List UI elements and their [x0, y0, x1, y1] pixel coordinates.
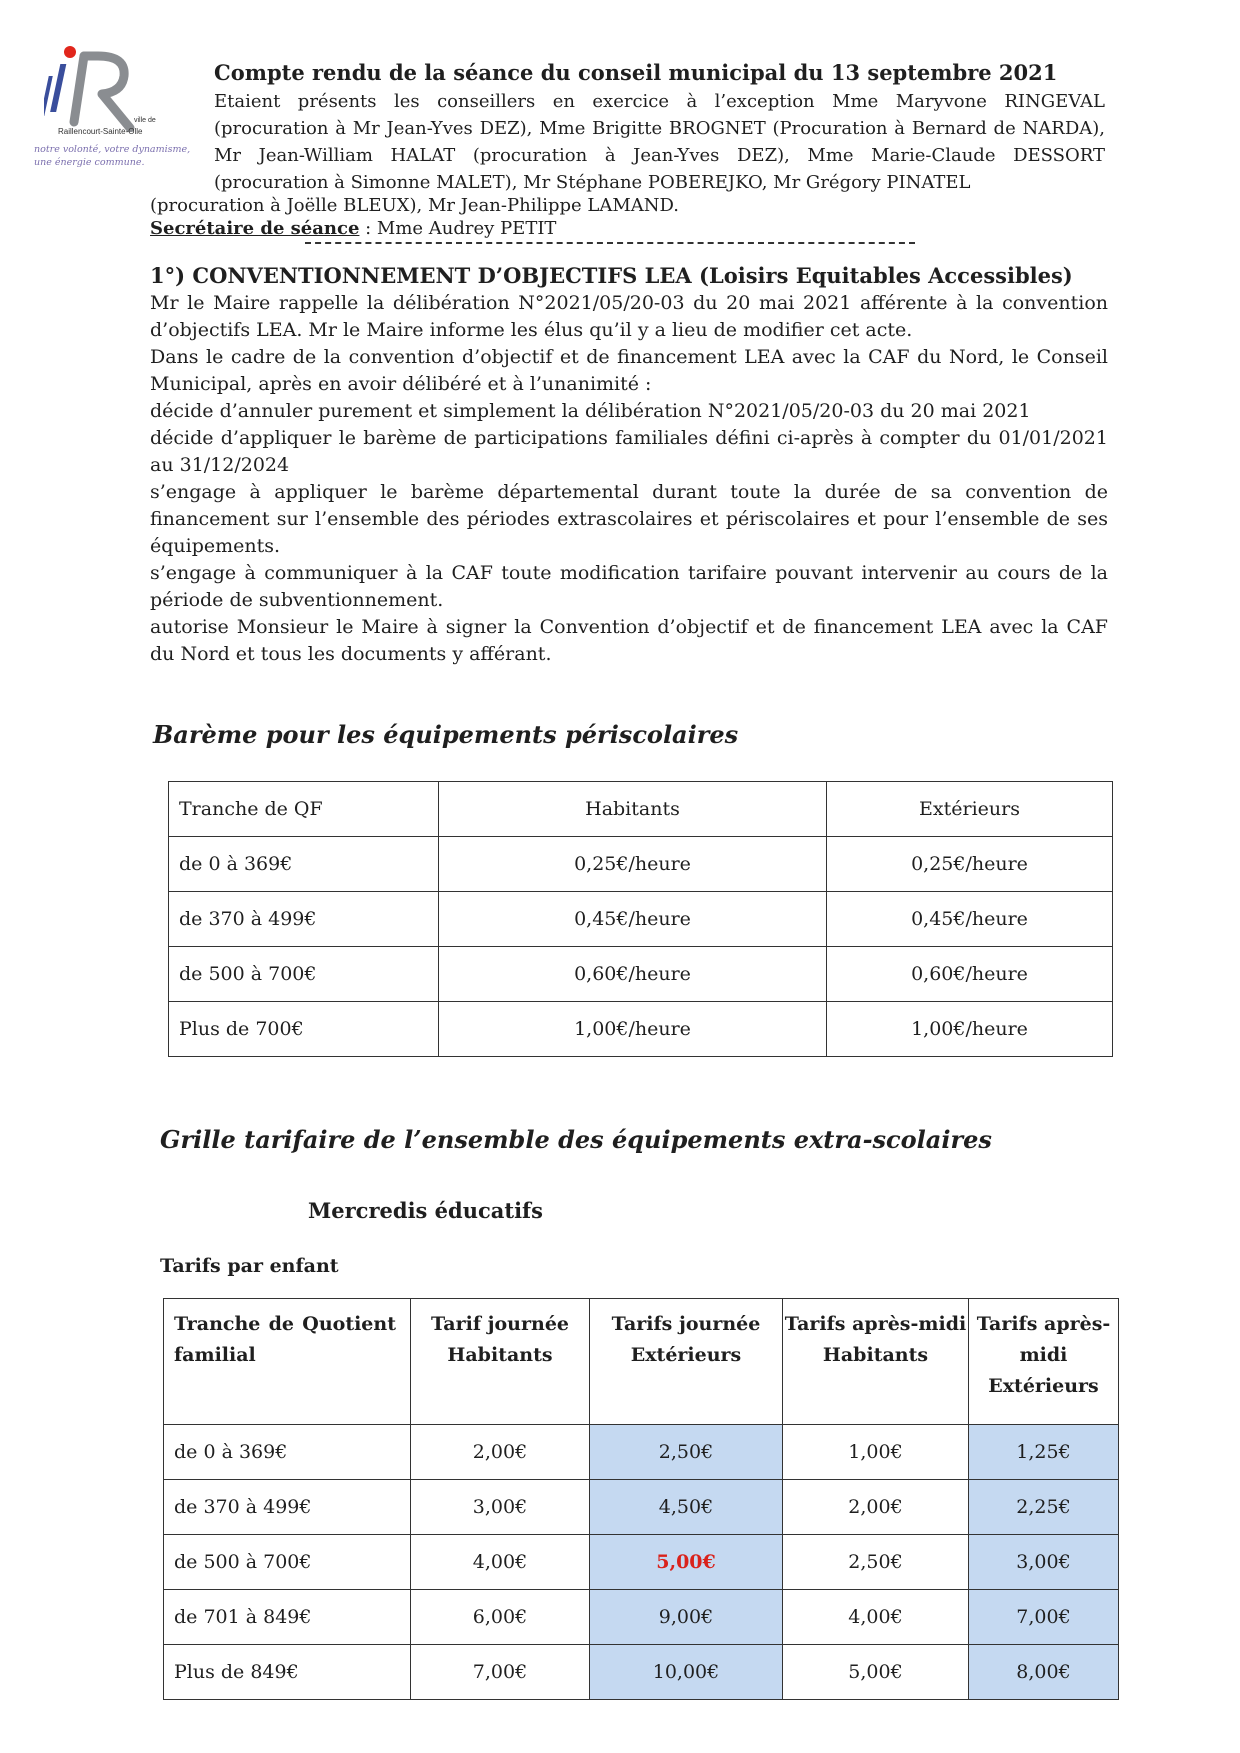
section-heading-lea: 1°) CONVENTIONNEMENT D’OBJECTIFS LEA (Loisirs Equitables Accessibles): [150, 263, 1073, 288]
secretary-label: Secrétaire de séance: [150, 218, 360, 239]
table-cell: 2,50€: [783, 1535, 969, 1590]
table-cell: 7,00€: [411, 1645, 590, 1700]
dashed-separator: [305, 242, 915, 244]
section-heading-extrascolaire: Grille tarifaire de l’ensemble des équipements extra-scolaires: [160, 1125, 992, 1154]
table-cell: 0,25€/heure: [827, 837, 1113, 892]
table-cell: 4,00€: [783, 1590, 969, 1645]
table-row: [164, 1590, 1119, 1645]
table-row: [169, 947, 1113, 1002]
table-cell: 10,00€: [590, 1645, 783, 1700]
column-header: Tranche de QF: [169, 782, 439, 837]
table-cell: Plus de 700€: [169, 1002, 439, 1057]
table-cell: 4,50€: [590, 1480, 783, 1535]
paragraph: Dans le cadre de la convention d’objectif et de financement LEA avec la CAF du Nord, le Conseil Municipal, après en avoir délibéré et à l’unanimité :: [150, 346, 1108, 395]
table-cell: 7,00€: [969, 1590, 1119, 1645]
table-cell: 0,45€/heure: [439, 892, 827, 947]
table-cell: de 500 à 700€: [164, 1535, 411, 1590]
municipal-logo: [34, 42, 204, 182]
section-body-lea: [150, 290, 1108, 668]
table-row: [164, 1535, 1119, 1590]
table-cell: de 701 à 849€: [164, 1590, 411, 1645]
table-cell: 1,00€/heure: [439, 1002, 827, 1057]
table-cell: de 0 à 369€: [164, 1425, 411, 1480]
paragraph: autorise Monsieur le Maire à signer la Convention d’objectif et de financement LEA avec la CAF du Nord et tous les documents y afférant.: [150, 616, 1108, 665]
table-cell: de 370 à 499€: [169, 892, 439, 947]
table-cell: 2,50€: [590, 1425, 783, 1480]
table-cell-highlight: 5,00€: [590, 1535, 783, 1590]
column-header: Tarifs après-midi Extérieurs: [969, 1299, 1119, 1425]
table-cell: de 370 à 499€: [164, 1480, 411, 1535]
table-cell: Plus de 849€: [164, 1645, 411, 1700]
extrascolaire-rates-table: [163, 1298, 1119, 1700]
attendance-paragraph: Etaient présents les conseillers en exercice à l’exception Mme Maryvone RINGEVAL (procuration à Mr Jean-Yves DEZ), Mme Brigitte BROGNET (Procuration à Bernard de NARDA), Mr Jean-William HALAT (procuration à Jean-Yves DEZ), Mme Marie-Claude DESSORT (procuration à Simonne MALET), Mr Stéphane POBEREJKO, Mr Grégory PINATEL: [214, 91, 1105, 193]
table-cell: 6,00€: [411, 1590, 590, 1645]
table-cell: 0,45€/heure: [827, 892, 1113, 947]
paragraph: s’engage à communiquer à la CAF toute modification tarifaire pouvant intervenir au cours de la période de subventionnement.: [150, 562, 1108, 611]
table-cell: 0,60€/heure: [439, 947, 827, 1002]
table-row: [164, 1425, 1119, 1480]
table-cell: 8,00€: [969, 1645, 1119, 1700]
table-cell: 3,00€: [969, 1535, 1119, 1590]
session-secretary: [150, 218, 556, 239]
logo-tagline: notre volonté, votre dynamisme, une énergie commune.: [34, 144, 191, 168]
table-header-row: [164, 1299, 1119, 1425]
table-cell: 0,60€/heure: [827, 947, 1113, 1002]
paragraph: s’engage à appliquer le barème départemental durant toute la durée de sa convention de financement sur l’ensemble des périodes extrascolaires et périscolaires et pour l’ensemble de ses équipements.: [150, 481, 1108, 557]
page-title: Compte rendu de la séance du conseil municipal du 13 septembre 2021: [214, 60, 1058, 85]
column-header: Tranche de Quotient familial: [164, 1299, 411, 1425]
table-cell: 2,25€: [969, 1480, 1119, 1535]
paragraph: décide d’appliquer le barème de participations familiales défini ci-après à compter du 01/01/2021 au 31/12/2024: [150, 427, 1108, 476]
table-cell: 4,00€: [411, 1535, 590, 1590]
column-header: Tarifs après-midi Habitants: [783, 1299, 969, 1425]
table-row: [169, 837, 1113, 892]
column-header: Tarifs journée Extérieurs: [590, 1299, 783, 1425]
secretary-value: : Mme Audrey PETIT: [359, 218, 557, 239]
table-row: [164, 1645, 1119, 1700]
column-header: Habitants: [439, 782, 827, 837]
logo-commune-name: Raillencourt-Sainte-Olle: [58, 127, 143, 136]
column-header: Tarif journée Habitants: [411, 1299, 590, 1425]
table-cell: 2,00€: [783, 1480, 969, 1535]
table-row: [169, 892, 1113, 947]
table-caption: Tarifs par enfant: [160, 1255, 339, 1277]
section-heading-periscolaire: Barème pour les équipements périscolaires: [153, 720, 739, 749]
table-cell: 5,00€: [783, 1645, 969, 1700]
paragraph: décide d’annuler purement et simplement la délibération N°2021/05/20-03 du 20 mai 2021: [150, 400, 1031, 422]
attendance-paragraph-tail: (procuration à Joëlle BLEUX), Mr Jean-Philippe LAMAND.: [150, 195, 680, 216]
table-cell: 0,25€/heure: [439, 837, 827, 892]
table-cell: 1,25€: [969, 1425, 1119, 1480]
periscolaire-rates-table: [168, 781, 1113, 1057]
table-row: [164, 1480, 1119, 1535]
logo-ville-de: ville de: [134, 117, 156, 124]
table-cell: de 500 à 700€: [169, 947, 439, 1002]
table-cell: 9,00€: [590, 1590, 783, 1645]
table-row: [169, 1002, 1113, 1057]
table-cell: de 0 à 369€: [169, 837, 439, 892]
table-cell: 2,00€: [411, 1425, 590, 1480]
table-cell: 1,00€: [783, 1425, 969, 1480]
subheading-mercredis: Mercredis éducatifs: [308, 1198, 543, 1223]
table-cell: 3,00€: [411, 1480, 590, 1535]
paragraph: Mr le Maire rappelle la délibération N°2021/05/20-03 du 20 mai 2021 afférente à la convention d’objectifs LEA. Mr le Maire informe les élus qu’il y a lieu de modifier cet acte.: [150, 292, 1108, 341]
column-header: Extérieurs: [827, 782, 1113, 837]
table-cell: 1,00€/heure: [827, 1002, 1113, 1057]
table-header-row: [169, 782, 1113, 837]
